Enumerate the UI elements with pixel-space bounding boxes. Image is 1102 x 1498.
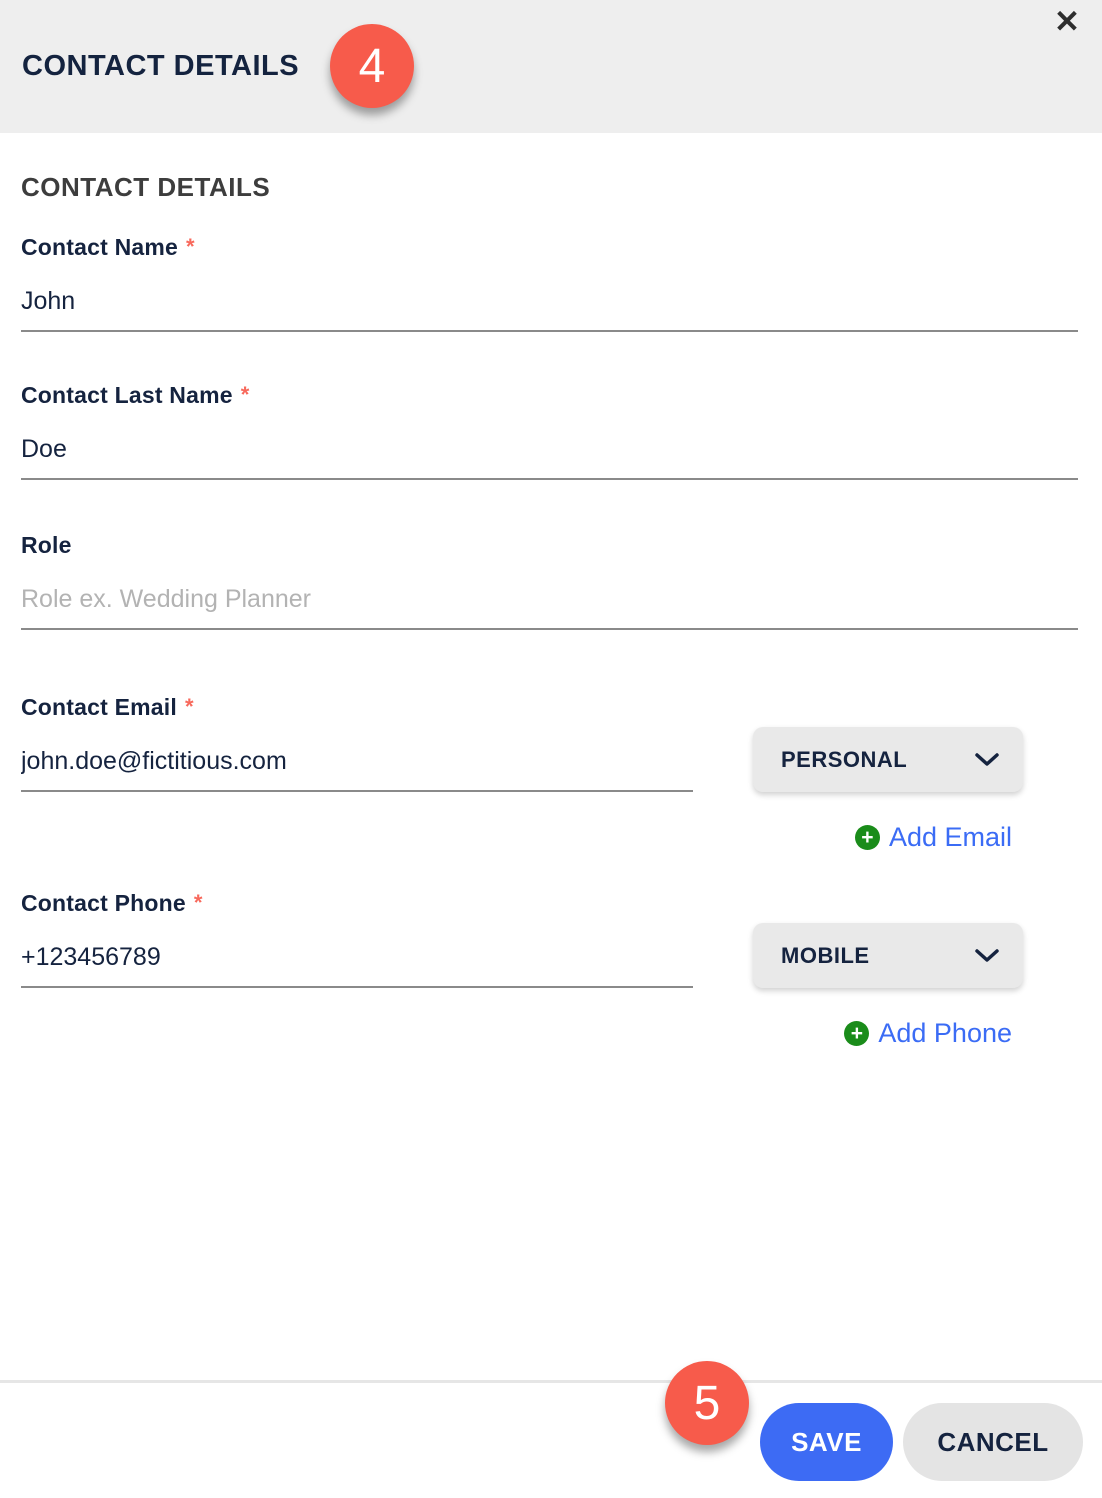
contact-email-row — [21, 694, 1078, 853]
cancel-button[interactable]: CANCEL — [903, 1403, 1083, 1481]
contact-phone-input[interactable] — [21, 943, 693, 988]
role-field — [21, 532, 1078, 630]
close-icon[interactable]: ✕ — [1054, 4, 1080, 39]
modal-body — [0, 172, 1102, 1049]
role-label: Role — [21, 532, 72, 558]
plus-icon: + — [844, 1021, 869, 1046]
contact-last-name-label: Contact Last Name — [21, 382, 233, 408]
step-annotation-badge-5: 5 — [665, 1361, 749, 1445]
contact-name-input[interactable] — [21, 287, 1078, 332]
phone-type-value: MOBILE — [781, 942, 870, 968]
footer-divider — [0, 1380, 1102, 1383]
required-asterisk: * — [240, 382, 250, 407]
email-type-value: PERSONAL — [781, 746, 908, 772]
add-phone-label: Add Phone — [878, 1018, 1012, 1048]
role-input[interactable] — [21, 585, 1078, 630]
chevron-down-icon — [975, 949, 999, 963]
required-asterisk: * — [184, 694, 194, 719]
add-email-label: Add Email — [888, 822, 1012, 852]
email-type-column — [753, 694, 1023, 853]
contact-last-name-input[interactable] — [21, 435, 1078, 480]
contact-phone-field — [21, 890, 693, 988]
step-annotation-badge-4: 4 — [330, 24, 414, 108]
modal-header — [0, 0, 1102, 133]
save-button[interactable]: SAVE — [760, 1403, 893, 1481]
contact-name-label: Contact Name — [21, 234, 179, 260]
contact-email-field — [21, 694, 693, 792]
required-asterisk: * — [193, 890, 203, 915]
phone-type-column — [753, 890, 1023, 1049]
contact-name-field — [21, 234, 1078, 332]
phone-type-select[interactable] — [753, 923, 1023, 988]
contact-email-input[interactable] — [21, 747, 693, 792]
required-asterisk: * — [186, 234, 195, 259]
plus-icon: + — [855, 825, 880, 850]
add-email-button[interactable] — [855, 822, 1012, 853]
email-type-select[interactable] — [753, 727, 1023, 792]
contact-phone-row — [21, 890, 1078, 1049]
contact-last-name-field — [21, 382, 1078, 480]
modal-title: CONTACT DETAILS — [22, 50, 300, 82]
contact-phone-label: Contact Phone — [21, 890, 186, 916]
section-title: CONTACT DETAILS — [21, 172, 271, 202]
add-phone-button[interactable] — [844, 1018, 1012, 1049]
chevron-down-icon — [975, 753, 999, 767]
contact-email-label: Contact Email — [21, 694, 177, 720]
